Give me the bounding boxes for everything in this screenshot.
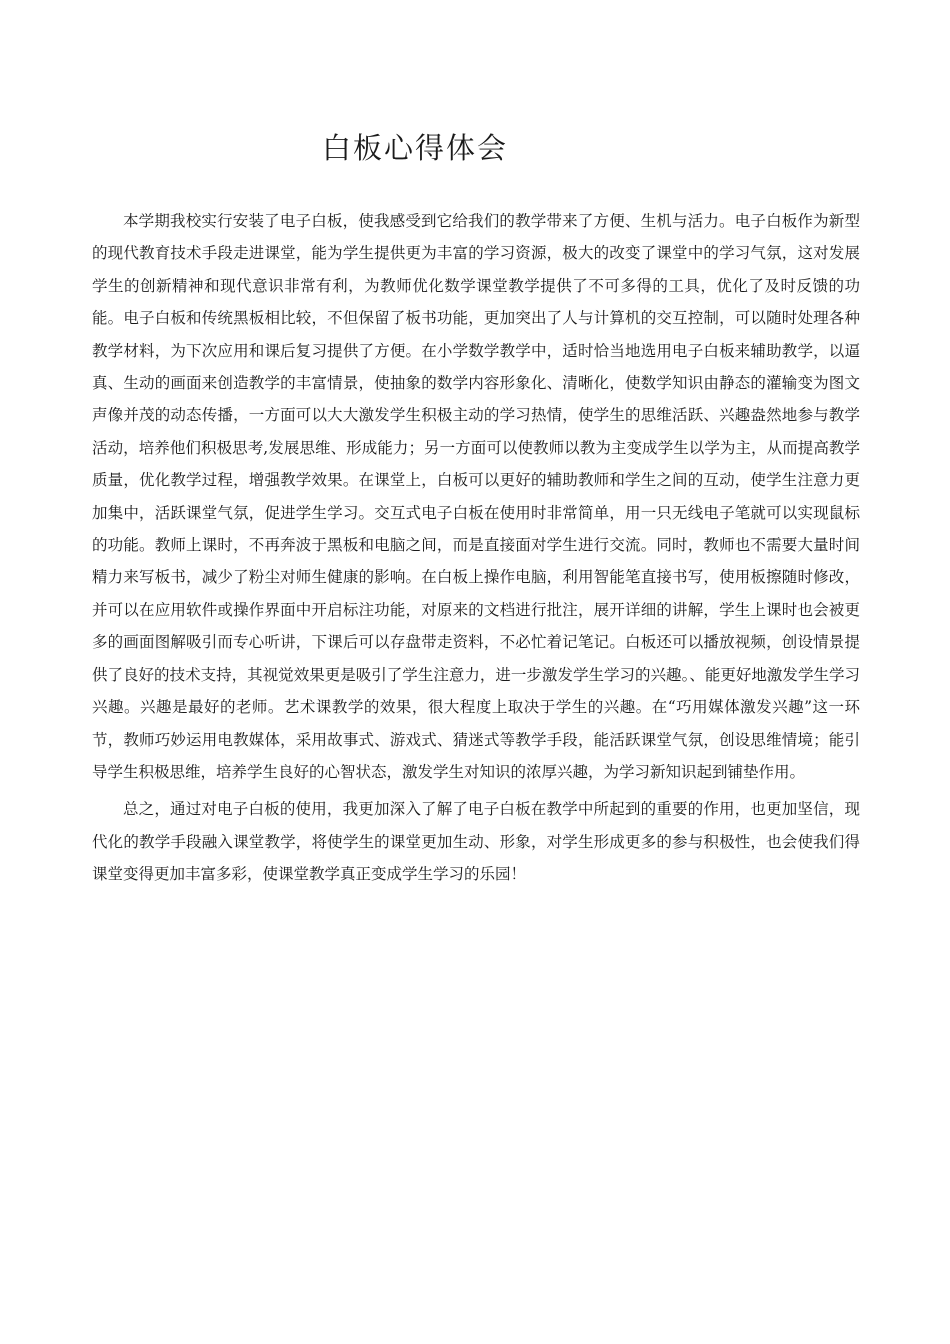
document-title: 白板心得体会 <box>322 131 509 165</box>
paragraph-2: 总之，通过对电子白板的使用，我更加深入了解了电子白板在教学中所起到的重要的作用，也更加坚信，现代化的教学手段融入课堂教学，将使学生的课堂更加生动、形象，对学生形成更多的参与积极性，也会使我们得课堂变得更加丰富多彩，使课堂教学真正变成学生学习的乐园！ <box>92 800 860 884</box>
document-body <box>92 205 860 891</box>
paragraph-1: 本学期我校实行安装了电子白板，使我感受到它给我们的教学带来了方便、生机与活力。电子白板作为新型的现代教育技术手段走进课堂，能为学生提供更为丰富的学习资源，极大的改变了课堂中的学习气氛，这对发展学生的创新精神和现代意识非常有利，为教师优化数学课堂教学提供了不可多得的工具，优化了及时反馈的功能。电子白板和传统黑板相比较，不但保留了板书功能，更加突出了人与计算机的交互控制，可以随时处理各种教学材料，为下次应用和课后复习提供了方便。在小学数学教学中，适时恰当地选用电子白板来辅助教学，以逼真、生动的画面来创造教学的丰富情景，使抽象的数学内容形象化、清晰化，使数学知识由静态的灌输变为图文声像并茂的动态传播，一方面可以大大激发学生积极主动的学习热情，使学生的思维活跃、兴趣盎然地参与教学活动，培养他们积极思考,发展思维、形成能力；另一方面可以使教师以教为主变成学生以学为主，从而提高教学质量，优化教学过程，增强教学效果。在课堂上，白板可以更好的辅助教师和学生之间的互动，使学生注意力更加集中，活跃课堂气氛，促进学生学习。交互式电子白板在使用时非常简单，用一只无线电子笔就可以实现鼠标的功能。教师上课时，不再奔波于黑板和电脑之间，而是直接面对学生进行交流。同时，教师也不需要大量时间精力来写板书，减少了粉尘对师生健康的影响。在白板上操作电脑，利用智能笔直接书写，使用板擦随时修改，并可以在应用软件或操作界面中开启标注功能，对原来的文档进行批注，展开详细的讲解，学生上课时也会被更多的画面图解吸引而专心听讲，下课后可以存盘带走资料，不必忙着记笔记。白板还可以播放视频，创设情景提供了良好的技术支持，其视觉效果更是吸引了学生注意力，进一步激发学生学习的兴趣。、能更好地激发学生学习兴趣。兴趣是最好的老师。艺术课教学的效果，很大程度上取决于学生的兴趣。在“巧用媒体激发兴趣”这一环节，教师巧妙运用电教媒体，采用故事式、游戏式、猜迷式等教学手段，能活跃课堂气氛，创设思维情境；能引导学生积极思维，培养学生良好的心智状态，激发学生对知识的浓厚兴趣，为学习新知识起到铺垫作用。 <box>92 212 860 781</box>
